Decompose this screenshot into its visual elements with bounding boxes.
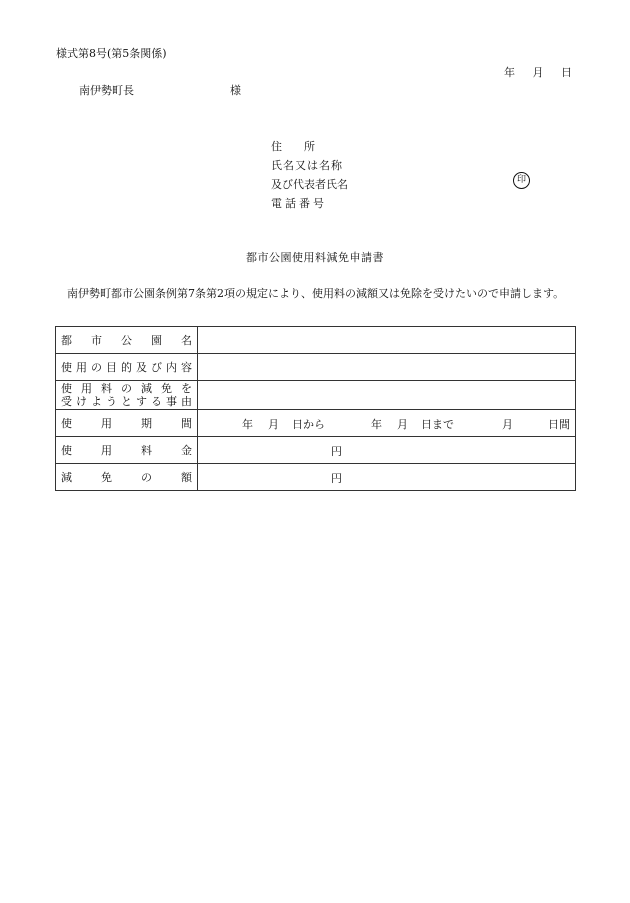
- period-field[interactable]: [198, 410, 576, 437]
- form-number: 様式第8号(第5条関係): [56, 47, 167, 60]
- period-to-day: 日まで: [421, 418, 454, 431]
- addressee-honorific: 様: [230, 84, 241, 97]
- date-year: 年: [504, 66, 515, 79]
- applicant-block: [271, 137, 348, 213]
- period-label: 使用期間: [56, 410, 198, 437]
- purpose-field[interactable]: [198, 354, 576, 381]
- park-name-field[interactable]: [198, 327, 576, 354]
- period-to-month: 月: [397, 418, 408, 431]
- date-line: [504, 64, 572, 80]
- addressee-name: 南伊勢町長: [79, 84, 134, 97]
- purpose-label: 使用の目的及び内容: [56, 354, 198, 381]
- reduction-label: 減免の額: [56, 464, 198, 491]
- period-from-year: 年: [242, 418, 253, 431]
- reason-label-line-1: 使用料の減免を: [61, 382, 192, 395]
- period-months: 月: [502, 418, 513, 431]
- application-table: [55, 326, 576, 491]
- reason-label: [56, 381, 198, 410]
- reason-label-line-2: 受けようとする事由: [61, 395, 192, 408]
- reduction-field[interactable]: [198, 464, 576, 491]
- fee-unit: 円: [331, 445, 342, 458]
- name-label: 氏名又は名称: [271, 159, 343, 172]
- date-month: 月: [532, 66, 544, 79]
- period-from-day: 日から: [292, 418, 325, 431]
- address-label: 住 所: [271, 140, 315, 153]
- fee-label: 使用料金: [56, 437, 198, 464]
- date-day: 日: [561, 66, 572, 79]
- seal-mark: 印: [513, 172, 530, 189]
- period-days: 日間: [548, 418, 570, 431]
- reason-field[interactable]: [198, 381, 576, 410]
- table-row: [56, 381, 576, 410]
- period-to-year: 年: [371, 418, 382, 431]
- period-from-month: 月: [268, 418, 279, 431]
- fee-field[interactable]: [198, 437, 576, 464]
- table-row: [56, 410, 576, 437]
- phone-label: 電話番号: [271, 197, 327, 210]
- table-row: [56, 354, 576, 381]
- table-row: [56, 327, 576, 354]
- representative-label: 及び代表者氏名: [271, 178, 348, 191]
- park-name-label: 都市公園名: [56, 327, 198, 354]
- preamble-text: 南伊勢町都市公園条例第7条第2項の規定により、使用料の減額又は免除を受けたいので申請します。: [67, 287, 565, 300]
- table-row: [56, 437, 576, 464]
- reduction-unit: 円: [331, 472, 342, 485]
- table-row: [56, 464, 576, 491]
- document-title: 都市公園使用料減免申請書: [246, 251, 384, 264]
